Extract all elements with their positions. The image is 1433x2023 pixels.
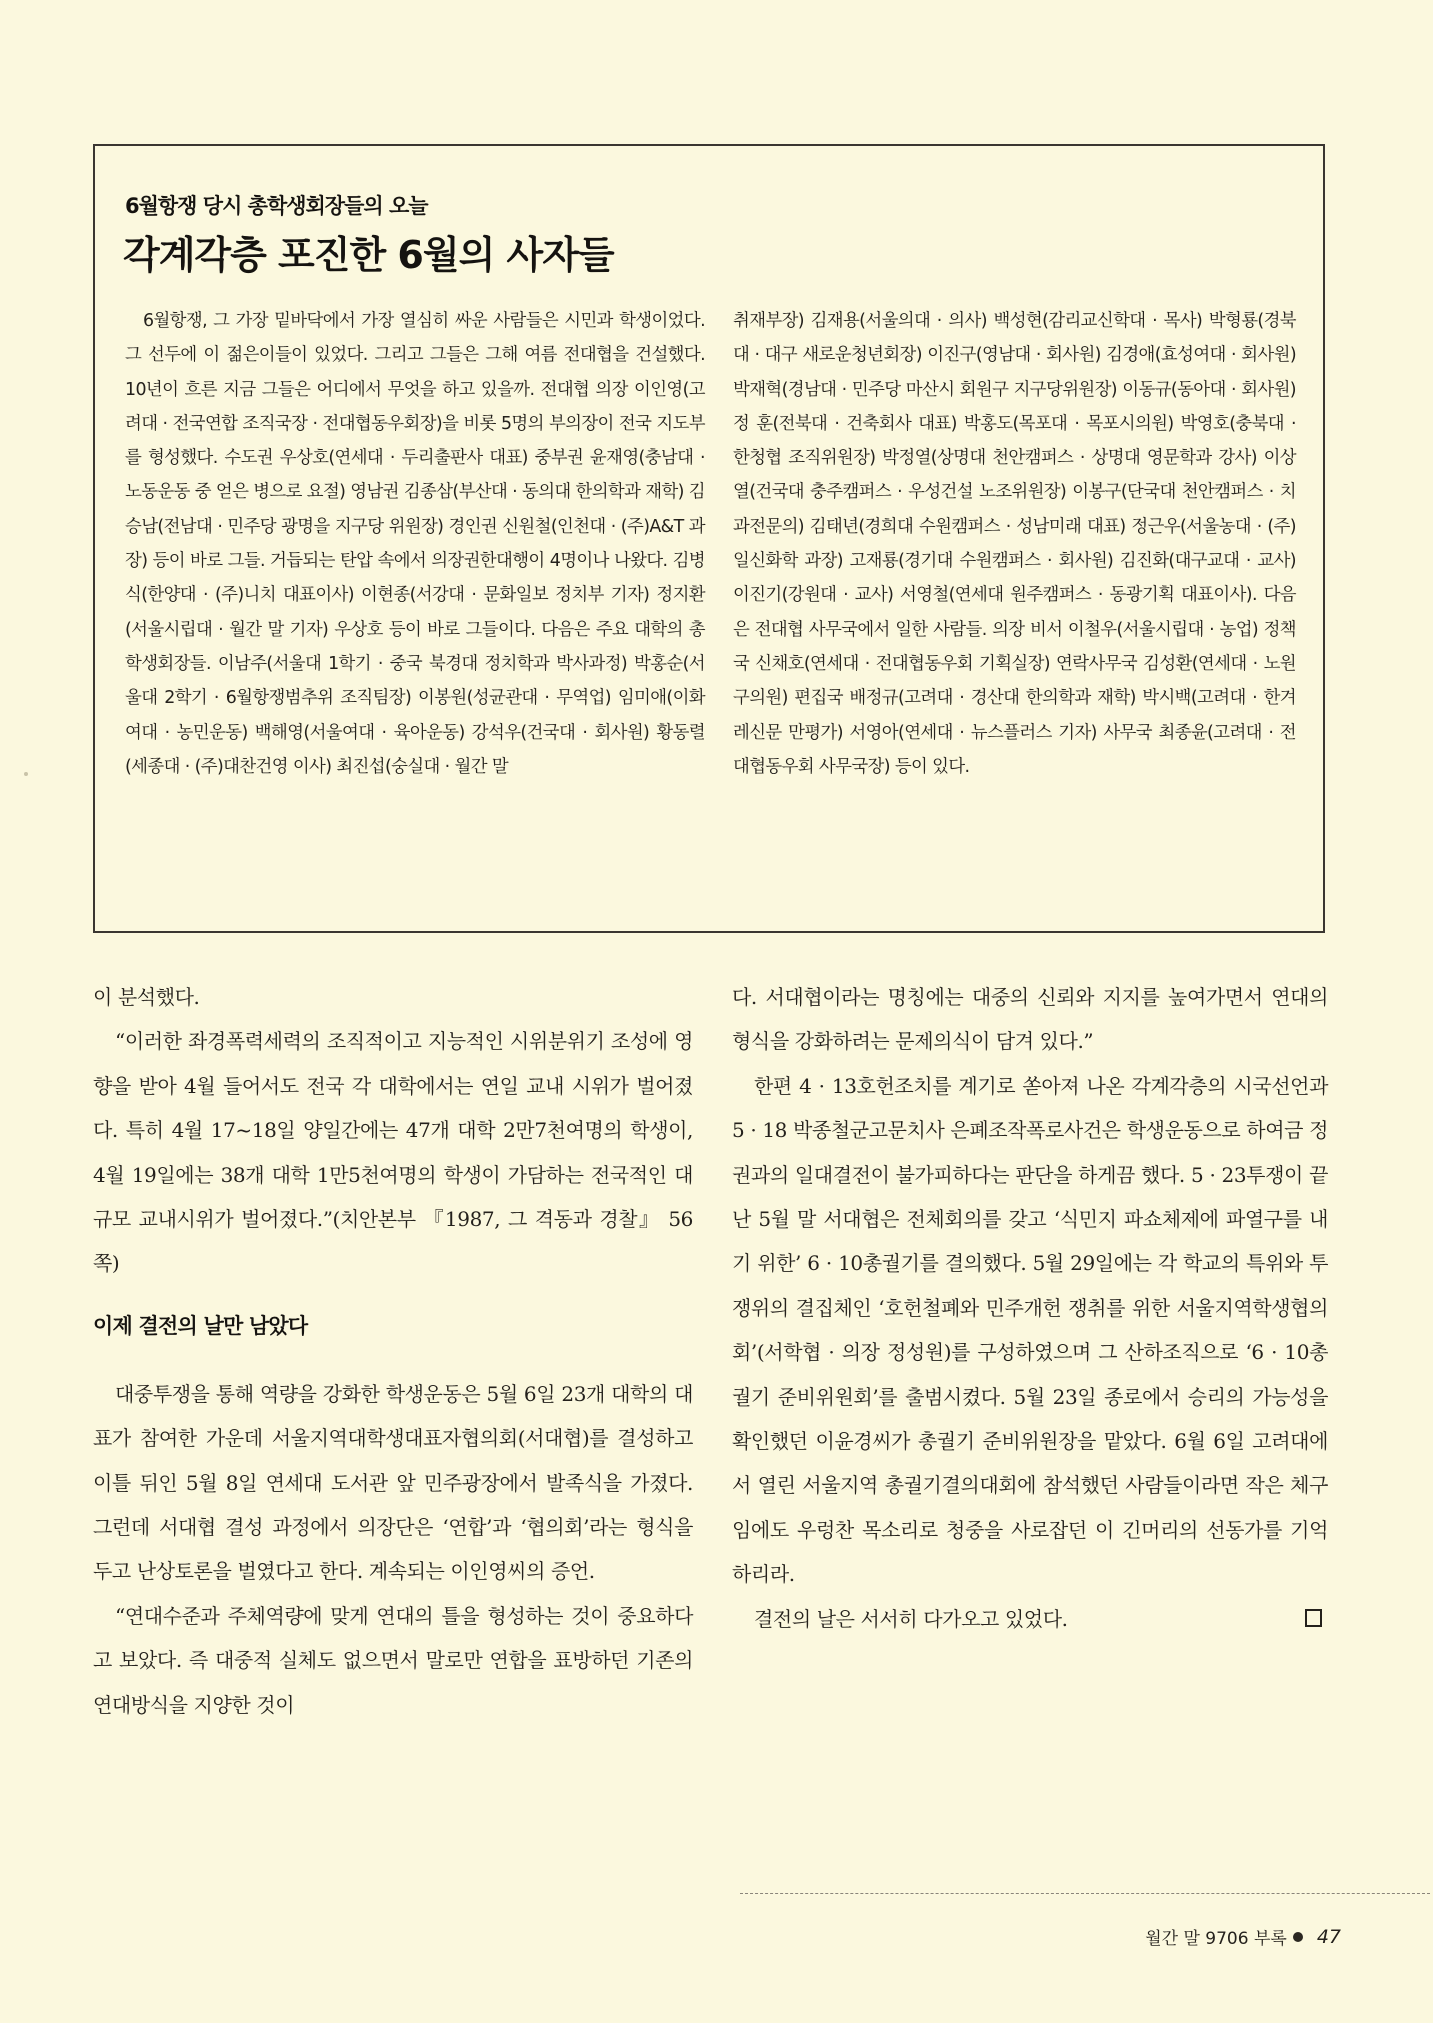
sidebar-title: 각계각층 포진한 6월의 사자들 xyxy=(123,233,614,277)
article-paragraph: 대중투쟁을 통해 역량을 강화한 학생운동은 5월 6일 23개 대학의 대표가 참여한 가운데 서울지역대학생대표자협의회(서대협)를 결성하고 이틀 뒤인 5월 8일 연세대 도서관 앞 민주광장에서 발족식을 가졌다. 그런데 서대협 결성 과정에서 의장단은 ‘연합’과 ‘협의회’라는 형식을 두고 난상토론을 벌였다고 한다. 계속되는 이인영씨의 증언. xyxy=(93,1381,693,1584)
margin-speck xyxy=(24,772,28,776)
article-paragraph: 이 분석했다. xyxy=(93,985,200,1009)
publication-name: 월간 말 9706 부록 xyxy=(1145,1929,1287,1949)
sidebar-kicker: 6월항쟁 당시 총학생회장들의 오늘 xyxy=(125,194,428,218)
closing-sentence: 결전의 날은 서서히 다가오고 있었다. xyxy=(754,1606,1068,1631)
article-column-left xyxy=(93,975,693,1727)
article-paragraph: 한편 4 · 13호헌조치를 계기로 쏟아져 나온 각계각층의 시국선언과 5 · 18 박종철군고문치사 은폐조작폭로사건은 학생운동으로 하여금 정권과의 일대결전이 불가피하다는 판단을 하게끔 했다. 5 · 23투쟁이 끝난 5월 말 서대협은 전체회의를 갖고 ‘식민지 파쇼체제에 파열구를 내기 위한’ 6 · 10총궐기를 결의했다. 5월 29일에는 각 학교의 특위와 투쟁위의 결집체인 ‘호헌철폐와 민주개헌 쟁취를 위한 서울지역학생협의회’(서학협 · 의장 정성원)를 구성하였으며 그 산하조직으로 ‘6 · 10총궐기 준비위원회’를 출범시켰다. 5월 23일 종로에서 승리의 가능성을 확인했던 이윤경씨가 총궐기 준비위원장을 맡았다. 6월 6일 고려대에서 열린 서울지역 총궐기결의대회에 참석했던 사람들이라면 작은 체구임에도 우렁찬 목소리로 청중을 사로잡던 이 긴머리의 선동가를 기억하리라. xyxy=(732,1073,1328,1587)
sidebar-column-left xyxy=(125,304,705,784)
article-column-right xyxy=(732,975,1328,1641)
sidebar-text-left: 6월항쟁, 그 가장 밑바닥에서 가장 열심히 싸운 사람들은 시민과 학생이었다. 그 선두에 이 젊은이들이 있었다. 그리고 그들은 그해 여름 전대협을 건설했다. 10년이 흐른 지금 그들은 어디에서 무엇을 하고 있을까. 전대협 의장 이인영(고려대 · 전국연합 조직국장 · 전대협동우회장)을 비롯 5명의 부의장이 전국 지도부를 형성했다. 수도권 우상호(연세대 · 두리출판사 대표) 중부권 윤재영(충남대 · 노동운동 중 얻은 병으로 요절) 영남권 김종삼(부산대 · 동의대 한의학과 재학) 김승남(전남대 · 민주당 광명을 지구당 위원장) 경인권 신원철(인천대 · (주)A&T 과장) 등이 바로 그들. 거듭되는 탄압 속에서 의장권한대행이 4명이나 나왔다. 김병식(한양대 · (주)니치 대표이사) 이현종(서강대 · 문화일보 정치부 기자) 정지환(서울시립대 · 월간 말 기자) 우상호 등이 바로 그들이다. 다음은 주요 대학의 총학생회장들. 이남주(서울대 1학기 · 중국 북경대 정치학과 박사과정) 박홍순(서울대 2학기 · 6월항쟁범추위 조직팀장) 이봉원(성균관대 · 무역업) 임미애(이화여대 · 농민운동) 백해영(서울여대 · 육아운동) 강석우(건국대 · 회사원) 황동렬(세종대 · (주)대찬건영 이사) 최진섭(숭실대 · 월간 말 xyxy=(125,311,705,777)
section-subhead: 이제 결전의 날만 남았다 xyxy=(93,1313,308,1338)
page-number: 47 xyxy=(1316,1925,1341,1948)
sidebar-column-right xyxy=(733,304,1296,784)
bullet-icon xyxy=(1293,1932,1303,1942)
article-closing-paragraph xyxy=(732,1597,1328,1641)
end-square-icon xyxy=(1305,1609,1322,1627)
article-paragraph: “연대수준과 주체역량에 맞게 연대의 틀을 형성하는 것이 중요하다고 보았다. 즉 대중적 실체도 없으면서 말로만 연합을 표방하던 기존의 연대방식을 지양한 것이 xyxy=(93,1603,693,1717)
sidebar-box xyxy=(93,144,1325,933)
footer-divider xyxy=(740,1893,1430,1894)
sidebar-text-right: 취재부장) 김재용(서울의대 · 의사) 백성현(감리교신학대 · 목사) 박형룡(경북대 · 대구 새로운청년회장) 이진구(영남대 · 회사원) 김경애(효성여대 · 회사원) 박재혁(경남대 · 민주당 마산시 회원구 지구당위원장) 이동규(동아대 · 회사원) 정 훈(전북대 · 건축회사 대표) 박홍도(목포대 · 목포시의원) 박영호(충북대 · 한청협 조직위원장) 박정열(상명대 천안캠퍼스 · 상명대 영문학과 강사) 이상열(건국대 충주캠퍼스 · 우성건설 노조위원장) 이봉구(단국대 천안캠퍼스 · 치과전문의) 김태년(경희대 수원캠퍼스 · 성남미래 대표) 정근우(서울농대 · (주)일신화학 과장) 고재룡(경기대 수원캠퍼스 · 회사원) 김진화(대구교대 · 교사) 이진기(강원대 · 교사) 서영철(연세대 원주캠퍼스 · 동광기획 대표이사). 다음은 전대협 사무국에서 일한 사람들. 의장 비서 이철우(서울시립대 · 농업) 정책국 신채호(연세대 · 전대협동우회 기획실장) 연락사무국 김성환(연세대 · 노원구의원) 편집국 배정규(고려대 · 경산대 한의학과 재학) 박시백(고려대 · 한겨레신문 만평가) 서영아(연세대 · 뉴스플러스 기자) 사무국 최종윤(고려대 · 전대협동우회 사무국장) 등이 있다. xyxy=(733,311,1296,777)
page-footer xyxy=(1145,1924,1341,1949)
article-paragraph: “이러한 좌경폭력세력의 조직적이고 지능적인 시위분위기 조성에 영향을 받아 4월 들어서도 전국 각 대학에서는 연일 교내 시위가 벌어졌다. 특히 4월 17~18일 양일간에는 47개 대학 2만7천여명의 학생이, 4월 19일에는 38개 대학 1만5천여명의 학생이 가담하는 전국적인 대규모 교내시위가 벌어졌다.”(치안본부 『1987, 그 격동과 경찰』 56쪽) xyxy=(93,1029,693,1276)
article-paragraph: 다. 서대협이라는 명칭에는 대중의 신뢰와 지지를 높여가면서 연대의 형식을 강화하려는 문제의식이 담겨 있다.” xyxy=(732,985,1328,1054)
